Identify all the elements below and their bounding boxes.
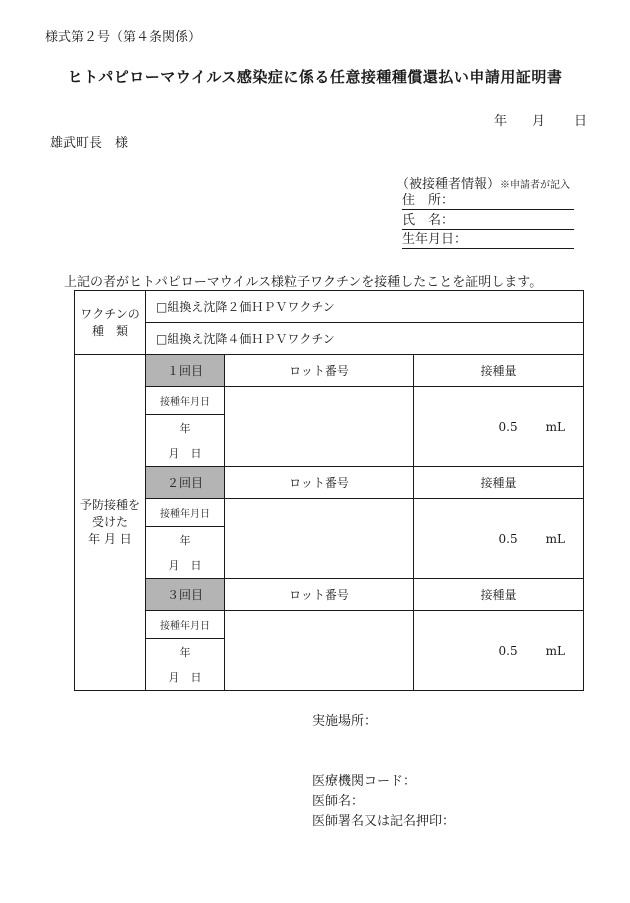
- round-1-dose: [414, 387, 584, 467]
- lot-number-header: ロット番号: [225, 579, 414, 611]
- vaccine-option-bivalent[interactable]: □組換え沈降２価ＨＰＶワクチン: [146, 291, 584, 323]
- round-1-year[interactable]: 年: [146, 415, 225, 441]
- name-field[interactable]: 氏 名：: [402, 212, 574, 230]
- round-3-year[interactable]: 年: [146, 639, 225, 665]
- round-1-month-day[interactable]: 月 日: [146, 441, 225, 467]
- certification-statement: 上記の者がヒトパピローマウイルス様粒子ワクチンを接種したことを証明します。: [64, 275, 543, 290]
- vaccine-option-quadrivalent[interactable]: □組換え沈降４価ＨＰＶワクチン: [146, 323, 584, 355]
- vaccination-date-label-line3: 年 月 日: [88, 532, 132, 546]
- round-3-label: ３回目: [146, 579, 225, 611]
- institution-code-label: 医療機関コード：: [312, 774, 417, 789]
- recipient-info-title: （被接種者情報）: [396, 177, 501, 192]
- date-year: 年: [494, 114, 508, 129]
- dose-value: 0.5: [498, 531, 518, 546]
- vaccine-type-label-line2: 種 類: [91, 323, 128, 338]
- vaccine-type-label-line1: ワクチンの: [80, 306, 140, 321]
- dose-header: 接種量: [414, 579, 584, 611]
- round-3-month-day[interactable]: 月 日: [146, 665, 225, 691]
- vaccination-date-label-line1: 予防接種を: [79, 498, 140, 512]
- address-field[interactable]: 住 所：: [402, 192, 574, 210]
- vaccination-date-header: 接種年月日: [146, 611, 225, 639]
- dose-header: 接種量: [414, 467, 584, 499]
- vaccination-date-label: [75, 355, 146, 691]
- addressee: 雄武町長 様: [50, 136, 129, 151]
- page-title: ヒトパピローマウイルス感染症に係る任意接種種償還払い申請用証明書: [67, 68, 563, 86]
- round-2-label: ２回目: [146, 467, 225, 499]
- round-2-lot-number[interactable]: [225, 499, 414, 579]
- birthdate-field[interactable]: 生年月日：: [402, 231, 574, 249]
- dose-unit: mL: [545, 643, 565, 658]
- form-number: 様式第２号（第４条関係）: [45, 30, 202, 45]
- location-label: 実施場所：: [312, 714, 378, 729]
- dose-header: 接種量: [414, 355, 584, 387]
- lot-number-header: ロット番号: [225, 355, 414, 387]
- issue-date: [494, 110, 587, 129]
- vaccination-date-label-line2: 受けた: [91, 515, 128, 529]
- round-2-month-day[interactable]: 月 日: [146, 553, 225, 579]
- round-2-dose: [414, 499, 584, 579]
- vaccine-type-label: [75, 291, 146, 355]
- recipient-info-note: ※申請者が記入: [500, 180, 571, 191]
- doctor-name-label: 医師名：: [312, 794, 365, 809]
- date-day: 日: [574, 114, 588, 129]
- round-3-lot-number[interactable]: [225, 611, 414, 691]
- certificate-table: [74, 290, 584, 691]
- doctor-signature-label: 医師署名又は記名押印：: [312, 814, 456, 829]
- recipient-info-heading: [396, 173, 570, 192]
- vaccination-date-header: 接種年月日: [146, 387, 225, 415]
- round-1-label: １回目: [146, 355, 225, 387]
- dose-value: 0.5: [498, 419, 518, 434]
- vaccination-date-header: 接種年月日: [146, 499, 225, 527]
- round-1-lot-number[interactable]: [225, 387, 414, 467]
- dose-value: 0.5: [498, 643, 518, 658]
- dose-unit: mL: [545, 531, 565, 546]
- lot-number-header: ロット番号: [225, 467, 414, 499]
- round-3-dose: [414, 611, 584, 691]
- date-month: 月: [532, 114, 546, 129]
- dose-unit: mL: [545, 419, 565, 434]
- round-2-year[interactable]: 年: [146, 527, 225, 553]
